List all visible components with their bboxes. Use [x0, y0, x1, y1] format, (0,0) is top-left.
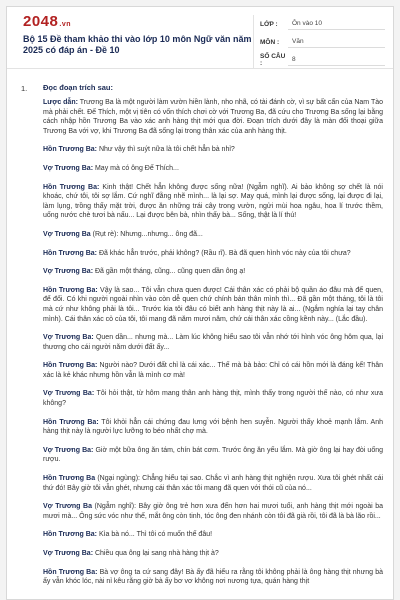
question-item	[21, 83, 383, 596]
speaker-label: Vợ Trương Ba:	[43, 268, 94, 276]
question-content	[21, 83, 383, 596]
paragraph-text: Bà vợ ông ta cứ sang đây! Bà ấy đã hiểu ra rằng tôi không phải là ông hàng thịt nhưng bà ấy vẫn khóc lóc, nài nỉ kêu rằng giờ bà ấy bơ vơ không nơi nương tựa, quán hàng thịt	[43, 568, 383, 586]
speaker-label: Vợ Trương Ba:	[43, 550, 94, 557]
logo-suffix: .vn	[59, 21, 71, 28]
logo-text: 2048	[23, 13, 59, 30]
question-number: 1.	[21, 84, 28, 93]
speaker-label: Vợ Trương Ba:	[43, 446, 94, 454]
passage-paragraph	[43, 549, 383, 559]
document-header	[7, 7, 393, 69]
speaker-label: Hồn Trương Ba:	[43, 568, 98, 576]
speaker-label: Hồn Trương Ba:	[43, 183, 100, 191]
passage-paragraph	[43, 333, 383, 352]
passage-paragraph	[43, 249, 383, 259]
paragraph-text: Như vậy thì suýt nữa là tôi chết hẳn bà nhỉ?	[97, 146, 235, 154]
passage-paragraph	[43, 286, 383, 324]
document-title: Bộ 15 Đề tham khảo thi vào lớp 10 môn Ngữ văn năm 2025 có đáp án - Đề 10	[23, 34, 252, 55]
paragraph-text: Kìa bà nó... Thì tôi có muốn thế đâu!	[97, 531, 213, 539]
passage-paragraph	[43, 389, 383, 408]
speaker-label: Hồn Trương Ba:	[43, 362, 98, 370]
speaker-label: Hồn Trương Ba:	[43, 531, 97, 539]
meta-box	[253, 15, 389, 69]
paragraph-text: Chiều qua ông lại sang nhà hàng thịt à?	[93, 550, 219, 557]
meta-key: SỐ CÂU :	[260, 53, 286, 67]
passage-paragraph	[43, 230, 383, 240]
speaker-label: Hồn Trương Ba:	[43, 146, 97, 154]
paragraph-text: Đã khác hẳn trước, phải không? (Rầu rĩ). Bà đã quen hình vóc này của tôi chưa?	[97, 249, 351, 257]
paragraph-text: May mà có ông Đế Thích...	[93, 164, 179, 172]
paragraph-text: Tôi hỏi thật, từ hôm mang thân anh hàng thịt, mình thấy trong người thế nào, có như xưa không?	[43, 390, 384, 408]
speaker-label: Vợ Trương Ba:	[43, 164, 94, 172]
passage-paragraph	[43, 164, 383, 174]
passage-paragraph	[43, 98, 383, 136]
meta-row-count	[254, 51, 389, 69]
speaker-label: Hồn Trương Ba:	[43, 418, 99, 426]
speaker-label: Vợ Trương Ba	[43, 503, 92, 511]
passage-paragraph	[43, 474, 383, 493]
question-body	[43, 83, 383, 596]
passage-paragraph	[43, 267, 383, 277]
paragraph-text: Đã gần một tháng, cũng... cũng quen dần ông ạ!	[93, 268, 246, 276]
passage-paragraph	[43, 418, 383, 437]
passage-paragraph	[43, 145, 383, 155]
meta-key: MÔN :	[260, 38, 280, 46]
passage-paragraph	[43, 361, 383, 380]
meta-row-class	[254, 15, 389, 33]
paragraph-text: Vậy là sao... Tôi vẫn chưa quen được! Cái thân xác có phải bộ quần áo đâu mà để quen, để đổi. Có khi người ngoài nhìn vào còn dễ quen chứ chính bản thân mình thì... Đã gần một tháng, tôi là tôi mà cứ như không phải là tôi... Trước kia tôi đâu có biết anh hàng thịt này là ai... (Ngắm nghía lại tay chân mình). Cái thân xác cỏ của tôi, tôi mang đã năm mươi năm, chứ cái thân xác cồng kềnh này... (Lắc đầu).	[43, 286, 383, 323]
passage	[43, 98, 383, 587]
meta-row-subject	[254, 33, 389, 51]
speaker-label: Lược dẫn:	[43, 99, 78, 106]
question-title: Đọc đoạn trích sau:	[43, 83, 114, 92]
paragraph-text: (Ngại ngùng): Chẳng hiểu tại sao. Chắc vì anh hàng thịt nghiện rượu. Xưa tôi ghét nhất cái thứ đó! Bây giờ tôi vẫn ghét, nhưng cái thân xác tôi mang đã quen với thói cũ của nó...	[43, 475, 384, 492]
site-logo[interactable]	[23, 13, 71, 30]
paragraph-text: Kinh thật! Chết hẳn không được sống nữa! (Ngẫm nghĩ). Ai bảo không sợ chết là nói khoác, chứ tôi, tôi sợ lắm. Cứ nghĩ đằng nhẽ mình... là lại sợ. May quá, mình lại được sống, lại được đi lại, làm lụng, trồng thấy mặt trời, được ăn những trái cây trong vườn, ngửi mùi hoa ngâu, hoa lí trước thềm, uống nước chè tươi bà nấu... Lại được bên bà, nhìn thấy bà... Sống, thật là lí thú!	[43, 183, 383, 220]
meta-value: 8	[288, 54, 385, 66]
speaker-label: Hồn Trương Ba:	[43, 249, 97, 257]
meta-key: LỚP :	[260, 20, 278, 28]
document-page	[6, 6, 394, 600]
paragraph-text: Người nào? Dưới đất chỉ là cái xác... Thế mà bà bảo: Chỉ có cái hồn mới là đáng kể! Thân xác là kẻ khác nhưng hồn vẫn là mình cơ mà!	[43, 362, 383, 379]
paragraph-text: Trương Ba là một người làm vườn hiền lành, nho nhã, có tài đánh cờ, vì sự bất cẩn của Nam Tào mà phải chết. Đế Thích, một vị tiên có vốn thích chơi cờ với Trương Ba, đã cứu cho Trương Ba sống lại bằng cách nhập hồn Trương Ba vào xác anh hàng thịt mới qua đời. Đoạn trích dưới đây là màn đối thoại giữa Trương Ba với vợ, khi Trương Ba đã sống lại trong thân xác của anh hàng thịt.	[43, 99, 384, 135]
passage-paragraph	[43, 446, 383, 465]
speaker-label: Hồn Trương Ba	[43, 475, 96, 483]
passage-paragraph	[43, 183, 383, 221]
speaker-label: Vợ Trương Ba:	[43, 390, 95, 398]
passage-paragraph	[43, 530, 383, 540]
meta-value: Ôn vào 10	[288, 18, 385, 30]
passage-paragraph	[43, 502, 383, 521]
speaker-label: Vợ Trương Ba	[43, 230, 91, 238]
paragraph-text: (Rụt rè): Nhưng...nhưng... ông đã...	[90, 230, 203, 238]
paragraph-text: Quen dần... nhưng mà... Làm lúc không hiểu sao tôi vẫn nhớ tới hình vóc ông hôm qua, lại thương cho cái người năm dưới đất ấy...	[43, 334, 384, 351]
paragraph-text: Tôi khỏi hẳn cái chứng đau lưng với bệnh hen suyễn. Người thấy khoẻ mạnh lắm. Anh hàng thịt này là người lực lưỡng to béo nhất chợ mà.	[43, 418, 383, 436]
paragraph-text: (Ngẫm nghĩ): Bây giờ ông trẻ hơn xưa đến hơn hai mươi tuổi, anh hàng thịt mới ngoài ba mươi mà... Ông sức vóc như thế, mắt ông còn tinh, tóc ông đen nhánh còn tôi đã già rồi, tôi đã là bà lão rồi...	[43, 503, 384, 520]
speaker-label: Vợ Trương Ba:	[43, 334, 94, 342]
speaker-label: Hồn Trương Ba:	[43, 286, 98, 294]
paragraph-text: Giờ một bữa ông ăn tám, chín bát cơm. Trước ông ăn yếu lắm. Mà giờ ông lại hay đòi uống rượu.	[43, 446, 383, 464]
passage-paragraph	[43, 568, 383, 587]
meta-value: Văn	[288, 36, 385, 48]
